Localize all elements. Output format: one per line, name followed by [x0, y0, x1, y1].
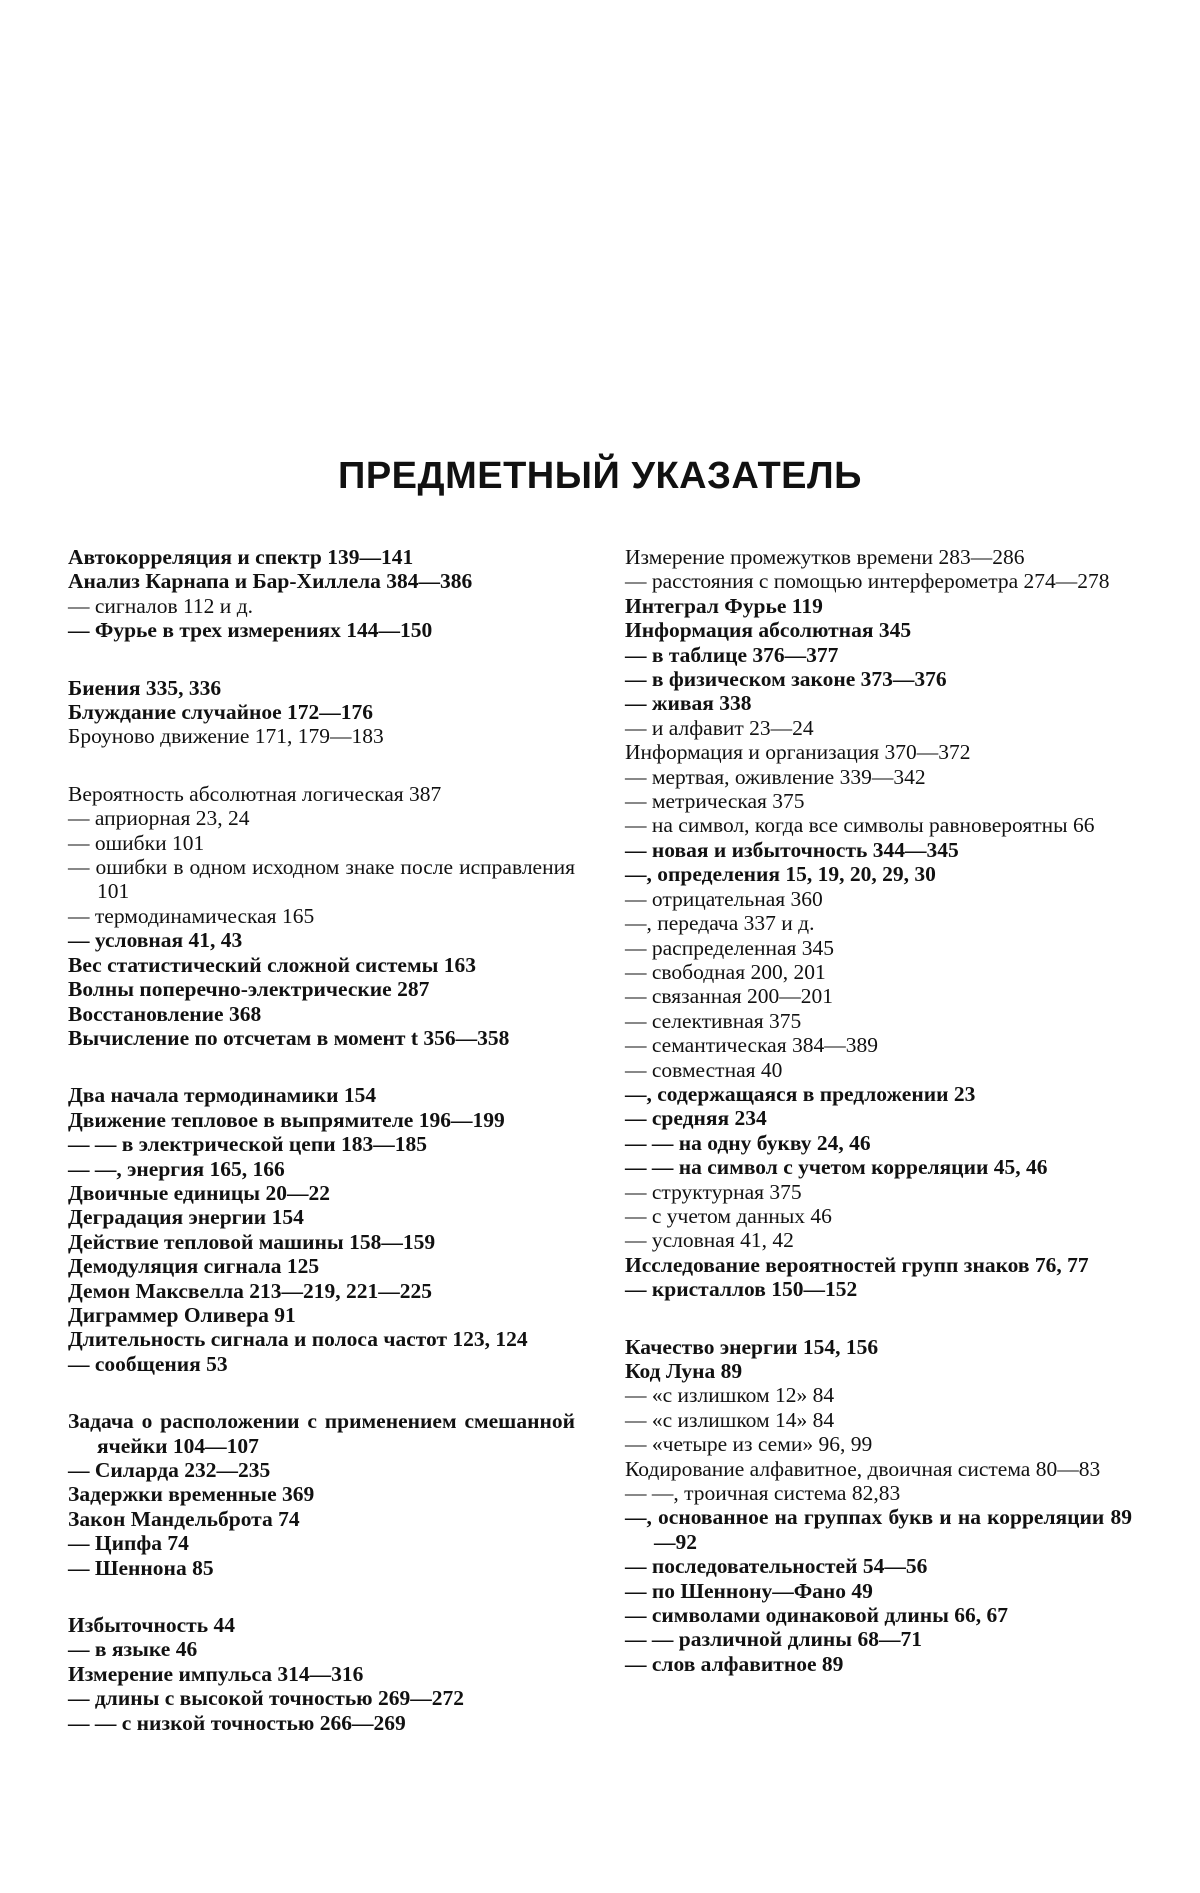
index-entry: — структурная 375 [625, 1179, 802, 1204]
index-entry: —, основанное на группах букв и на корреляции 89—92 [625, 1505, 1132, 1554]
index-entry: Анализ Карнапа и Бар-Хиллела 384—386 [68, 569, 473, 594]
index-entry: — — в электрической цепи 183—185 [68, 1132, 427, 1157]
index-entry: — последовательностей 54—56 [625, 1554, 928, 1579]
index-entry: — селективная 375 [625, 1008, 802, 1033]
section-gap [68, 643, 575, 676]
index-entry: — априорная 23, 24 [68, 806, 250, 831]
index-entry: Волны поперечно-электрические 287 [68, 977, 430, 1002]
index-entry: — сигналов 112 и д. [68, 593, 254, 618]
index-entry: — отрицательная 360 [625, 886, 823, 911]
index-entry: — слов алфавитное 89 [625, 1651, 844, 1676]
page-title: ПРЕДМЕТНЫЙ УКАЗАТЕЛЬ [338, 455, 862, 497]
index-entry: — семантическая 384—389 [625, 1033, 878, 1058]
index-entry: Измерение импульса 314—316 [68, 1661, 364, 1686]
index-entry: Двоичные единицы 20—22 [68, 1180, 330, 1205]
index-entry: — Шеннона 85 [68, 1555, 214, 1580]
section-gap [68, 1580, 575, 1613]
index-entry: Вычисление по отсчетам в момент t 356—358 [68, 1025, 510, 1050]
section-gap [68, 749, 575, 782]
index-entry: — распределенная 345 [625, 935, 835, 960]
index-entry: Автокорреляция и спектр 139—141 [68, 545, 414, 569]
index-column-right [625, 545, 1132, 1676]
index-entry: — и алфавит 23—24 [625, 715, 814, 740]
index-entry: — сообщения 53 [68, 1351, 228, 1376]
index-entry: — —, троичная система 82,83 [625, 1481, 901, 1506]
index-entry: — совместная 40 [625, 1057, 783, 1082]
index-entry: —, передача 337 и д. [625, 911, 815, 936]
index-entry: Код Луна 89 [625, 1359, 743, 1383]
index-entry: Вероятность абсолютная логическая 387 [68, 781, 442, 806]
index-entry: — связанная 200—201 [625, 984, 834, 1009]
index-entry: Интеграл Фурье 119 [625, 593, 823, 618]
index-entry: — по Шеннону—Фано 49 [625, 1578, 873, 1603]
index-entry: — Силарда 232—235 [68, 1458, 271, 1482]
index-entry: Качество энергии 154, 156 [625, 1334, 879, 1359]
index-entry: — термодинамическая 165 [68, 903, 315, 928]
index-entry: — — на символ с учетом корреляции 45, 46 [625, 1155, 1048, 1180]
index-entry: — в языке 46 [68, 1637, 198, 1662]
index-entry: Задержки временные 369 [68, 1482, 315, 1507]
index-entry: —, содержащаяся в предложении 23 [625, 1081, 976, 1106]
index-entry: — условная 41, 42 [625, 1228, 794, 1253]
index-entry: — живая 338 [625, 691, 752, 716]
index-entry: Информация абсолютная 345 [625, 618, 912, 643]
section-gap [68, 1376, 575, 1409]
index-entry: Диграммер Оливера 91 [68, 1302, 296, 1327]
section-gap [625, 1302, 1132, 1335]
index-entry: — расстояния с помощью интерферометра 274—278 [625, 569, 1110, 594]
index-entry: Кодирование алфавитное, двоичная система 80—83 [625, 1456, 1101, 1481]
index-entry: — Фурье в трех измерениях 144—150 [68, 618, 433, 643]
index-entry: — новая и избыточность 344—345 [625, 837, 959, 862]
index-entry: Движение тепловое в выпрямителе 196—199 [68, 1107, 505, 1132]
index-column-left [68, 545, 575, 1735]
index-entry: Блуждание случайное 172—176 [68, 700, 374, 725]
index-entry: Исследование вероятностей групп знаков 76, 77 [625, 1252, 1089, 1277]
section-gap [68, 1050, 575, 1083]
index-entry: — ошибки в одном исходном знаке после исправления 101 [68, 855, 575, 904]
index-entry: — метрическая 375 [625, 789, 805, 814]
index-entry: — на символ, когда все символы равновероятны 66 [625, 813, 1095, 838]
index-entry: — «четыре из семи» 96, 99 [625, 1432, 873, 1457]
index-entry: — мертвая, оживление 339—342 [625, 764, 926, 789]
index-entry: Избыточность 44 [68, 1613, 235, 1638]
index-entry: —, определения 15, 19, 20, 29, 30 [625, 862, 936, 887]
index-entry: Закон Мандельброта 74 [68, 1506, 300, 1531]
index-entry: — — с низкой точностью 266—269 [68, 1710, 406, 1735]
index-entry: — в физическом законе 373—376 [625, 667, 947, 692]
index-entry: — — на одну букву 24, 46 [625, 1130, 871, 1155]
index-entry: — Ципфа 74 [68, 1531, 189, 1556]
index-entry: Вес статистический сложной системы 163 [68, 952, 477, 977]
index-entry: — — различной длины 68—71 [625, 1627, 922, 1652]
index-entry: Два начала термодинамики 154 [68, 1083, 377, 1108]
index-entry: Демодуляция сигнала 125 [68, 1254, 320, 1279]
index-entry: Задача о расположении с применением смешанной ячейки 104—107 [68, 1409, 575, 1458]
index-entry: — длины с высокой точностью 269—272 [68, 1686, 464, 1711]
index-entry: Действие тепловой машины 158—159 [68, 1229, 436, 1254]
index-entry: Информация и организация 370—372 [625, 740, 971, 765]
index-entry: — условная 41, 43 [68, 928, 243, 953]
index-entry: Броуново движение 171, 179—183 [68, 724, 384, 749]
index-entry: Восстановление 368 [68, 1001, 262, 1026]
index-entry: — средняя 234 [625, 1106, 767, 1131]
index-entry: — «с излишком 12» 84 [625, 1383, 835, 1408]
index-entry: — с учетом данных 46 [625, 1203, 832, 1228]
index-entry: — —, энергия 165, 166 [68, 1156, 285, 1181]
index-entry: Деградация энергии 154 [68, 1205, 304, 1230]
index-entry: — в таблице 376—377 [625, 642, 839, 667]
index-entry: Длительность сигнала и полоса частот 123, 124 [68, 1327, 528, 1352]
index-entry: — кристаллов 150—152 [625, 1277, 858, 1302]
index-entry: — ошибки 101 [68, 830, 205, 855]
index-entry: — свободная 200, 201 [625, 959, 826, 984]
index-entry: Измерение промежутков времени 283—286 [625, 545, 1025, 569]
index-entry: — символами одинаковой длины 66, 67 [625, 1603, 1009, 1628]
index-entry: Биения 335, 336 [68, 675, 222, 700]
index-entry: Демон Максвелла 213—219, 221—225 [68, 1278, 433, 1303]
index-entry: — «с излишком 14» 84 [625, 1407, 835, 1432]
